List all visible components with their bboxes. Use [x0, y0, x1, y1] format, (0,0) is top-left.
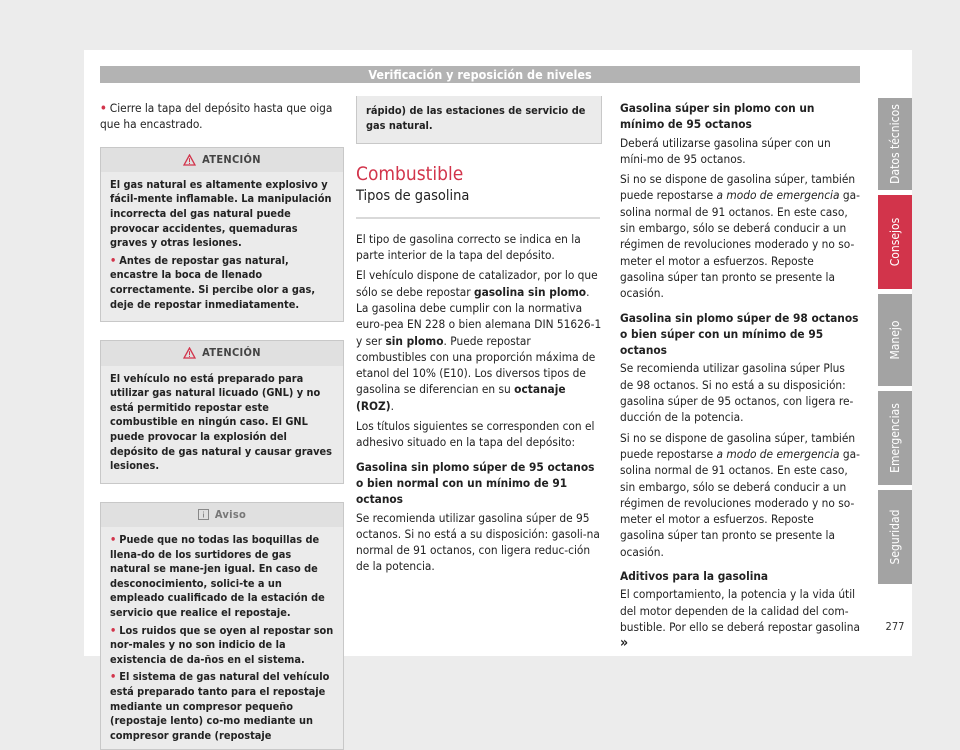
side-tab-seguridad[interactable]: Seguridad	[878, 490, 912, 584]
warning-box-2	[100, 340, 344, 483]
info-icon	[198, 509, 209, 520]
divider	[356, 217, 600, 219]
notice-bullet: • El sistema de gas natural del vehículo está preparado tanto para el repostaje mediante un compresor pequeño (repostaje lento) co-mo mediante un compresor grande (repostaje	[110, 670, 330, 742]
section-title: Combustible	[356, 163, 464, 186]
warning-bullet: • Antes de repostar gas natural, encastre la boca de llenado correctamente. Si percibe olor a gas, deje de repostar inmediatamente.	[110, 253, 316, 311]
bullet-icon: •	[110, 532, 117, 546]
paragraph: Se recomienda utilizar gasolina súper de 95 octanos. Si no está a su disposición: gasoli-na normal de 91 octanos, con ligera reduc-ción de la potencia.	[356, 510, 600, 574]
paragraph: Se recomienda utilizar gasolina súper Plus de 98 octanos. Si no está a su disposición: gasolina súper de 95 octanos, con ligera re-ducción de la potencia.	[620, 361, 854, 425]
notice-bullet: • Puede que no todas las boquillas de llena-do de los surtidores de gas natural se mane-jen igual. En caso de desconocimiento, solici-te a un empleado cualificado de la estación de servicio que realice el repostaje.	[110, 532, 325, 619]
side-tab-datos-tecnicos[interactable]: Datos técnicos	[878, 98, 912, 190]
notice-box-body	[357, 96, 601, 143]
side-tab-manejo[interactable]: Manejo	[878, 294, 912, 386]
bullet-icon: •	[110, 623, 117, 637]
fuel-heading: Gasolina sin plomo súper de 95 octanos o bien normal con un mínimo de 91 octanos	[356, 459, 595, 507]
warning-triangle-icon	[183, 347, 196, 359]
warning-triangle-icon	[183, 154, 196, 166]
column-3	[620, 100, 860, 656]
bullet-icon: •	[110, 253, 117, 267]
continue-arrow-icon: »	[620, 635, 629, 652]
warning-box-body	[101, 366, 343, 483]
notice-box	[100, 502, 344, 750]
paragraph: Si no se dispone de gasolina súper, también puede repostarse a modo de emergencia ga-solina normal de 91 octanos. En este caso, sin embargo, sólo se deberá conducir a un régimen de revoluciones moderado y no so-meter el motor a esfuerzos. Reposte gasolina súper tan pronto se presente la ocasión.	[620, 172, 860, 301]
header-title: Verificación y reposición de niveles	[100, 66, 860, 83]
paragraph: El comportamiento, la potencia y la vida útil del motor dependen de la calidad del com-bustible. Por ello se deberá repostar gasolina »	[620, 587, 860, 652]
warning-box-body	[101, 172, 343, 321]
paragraph: El vehículo dispone de catalizador, por lo que sólo se debe repostar gasolina sin plomo. La gasolina debe cumplir con la normativa euro-pea EN 228 o bien alemana DIN 51626-1 y ser sin plomo. Puede repostar combustibles con una proporción máxima de etanol del 10% (E10). Los diversos tipos de gasolina se diferencian en su octanaje (ROZ).	[356, 268, 602, 413]
notice-text: rápido) de las estaciones de servicio de gas natural.	[366, 104, 586, 132]
notice-box-header: Aviso	[101, 503, 343, 527]
warning-box-header: ATENCIÓN	[101, 341, 343, 365]
paragraph: Deberá utilizarse gasolina súper con un míni-mo de 95 octanos.	[620, 135, 831, 166]
fuel-heading: Gasolina sin plomo súper de 98 octanos o bien súper con un mínimo de 95 octanos	[620, 310, 859, 358]
warning-box-header: ATENCIÓN	[101, 148, 343, 172]
fuel-heading: Gasolina súper sin plomo con un mínimo de 95 octanos	[620, 101, 815, 132]
subsection-title: Tipos de gasolina	[356, 188, 470, 205]
warning-text: El gas natural es altamente explosivo y fácil-mente inflamable. La manipulación incorrecta del gas natural puede provocar accidentes, quemaduras graves y otras lesiones.	[110, 177, 332, 250]
fuel-heading: Aditivos para la gasolina	[620, 569, 769, 584]
paragraph: El tipo de gasolina correcto se indica en la parte interior de la tapa del depósito.	[356, 231, 581, 263]
column-1	[100, 100, 344, 750]
side-tab-consejos[interactable]: Consejos	[878, 195, 912, 289]
paragraph: Si no se dispone de gasolina súper, también puede repostarse a modo de emergencia ga-solina normal de 91 octanos. En este caso, sin embargo, sólo se deberá conducir a un régimen de revoluciones moderado y no so-meter el motor a esfuerzos. Reposte gasolina súper tan pronto se presente la ocasión.	[620, 430, 860, 559]
bullet-icon: •	[110, 670, 117, 684]
warning-box-1	[100, 147, 344, 323]
column-2	[356, 96, 602, 579]
warning-text: El vehículo no está preparado para utilizar gas natural licuado (GNL) y no está permitido repostar este combustible en ningún caso. El GNL puede provocar la explosión del depósito de gas natural y causar graves lesiones.	[110, 371, 333, 473]
page-number: 277	[885, 620, 905, 633]
side-tab-emergencias[interactable]: Emergencias	[878, 391, 912, 485]
bullet-icon: •	[100, 101, 107, 115]
notice-bullet: • Los ruidos que se oyen al repostar son nor-males y no son indicio de la existencia de da-ños en el sistema.	[110, 623, 334, 666]
notice-box-body	[101, 527, 343, 749]
intro-bullet: • Cierre la tapa del depósito hasta que oiga que ha encastrado.	[100, 101, 333, 132]
notice-box-continued	[356, 96, 602, 144]
paragraph: Los títulos siguientes se corresponden con el adhesivo situado en la tapa del depósito:	[356, 419, 595, 450]
